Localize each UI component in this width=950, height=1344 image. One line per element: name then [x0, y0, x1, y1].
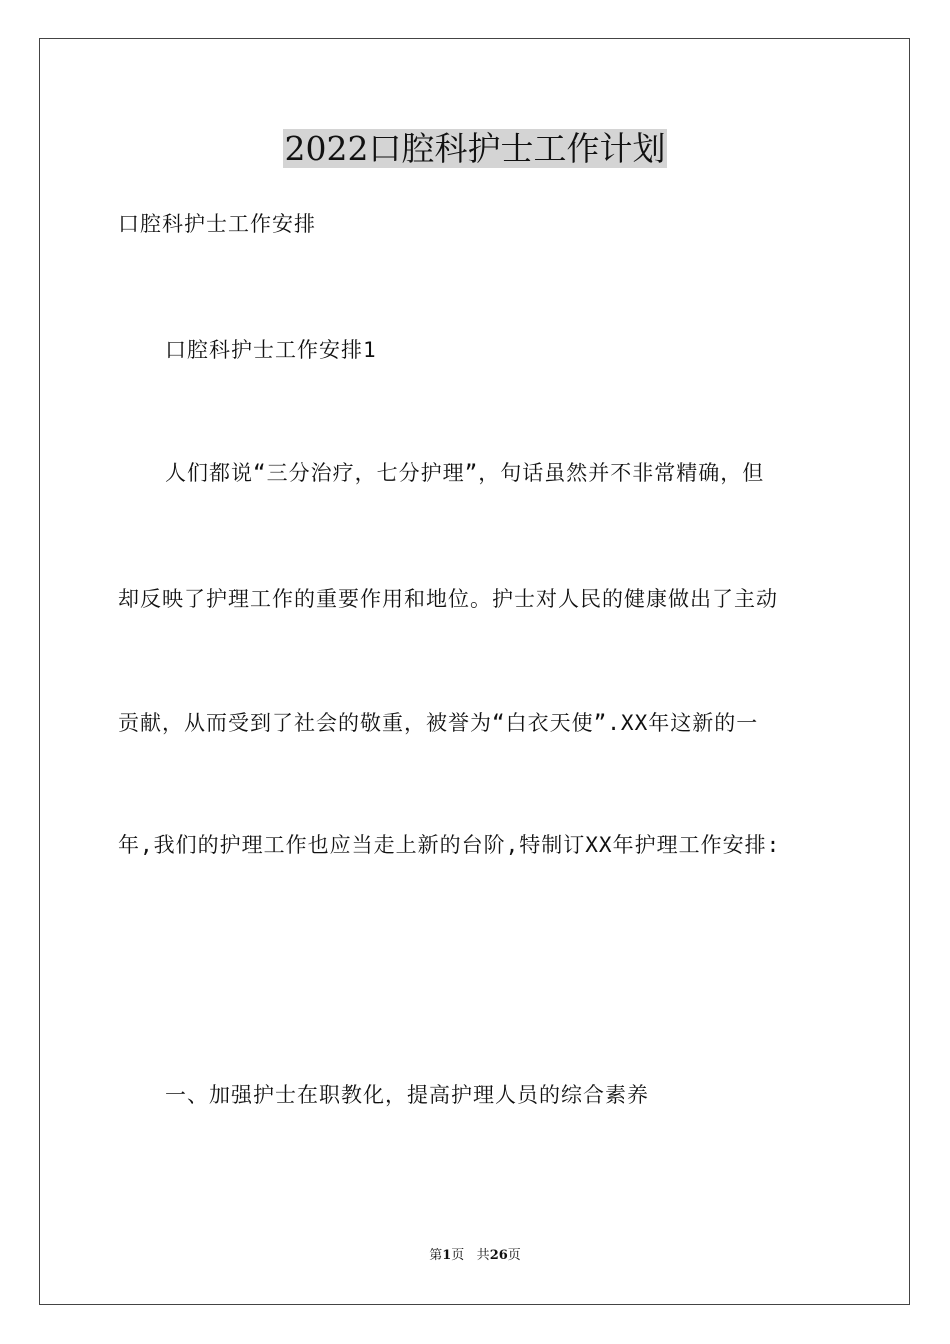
section-heading: 口腔科护士工作安排1 [165, 338, 377, 362]
document-title [0, 126, 950, 172]
page-footer [0, 1247, 950, 1265]
document-title-text: 2022口腔科护士工作计划 [284, 129, 666, 168]
paragraph-line-1: 人们都说“三分治疗，七分护理”，句话虽然并不非常精确，但 [165, 461, 765, 485]
footer-page-prefix: 第 [429, 1248, 443, 1263]
footer-total-prefix: 共 [476, 1248, 490, 1263]
document-subtitle: 口腔科护士工作安排 [118, 212, 316, 236]
footer-total-pages: 26 [489, 1248, 508, 1263]
item-heading: 一、加强护士在职教化，提高护理人员的综合素养 [165, 1083, 649, 1107]
paragraph-line-2: 却反映了护理工作的重要作用和地位。护士对人民的健康做出了主动 [118, 587, 778, 611]
paragraph-line-3: 贡献，从而受到了社会的敬重，被誉为“白衣天使”.XX年这新的一 [118, 711, 759, 735]
footer-total-suffix: 页 [507, 1248, 521, 1263]
paragraph-line-4: 年,我们的护理工作也应当走上新的台阶,特制订XX年护理工作安排: [118, 833, 781, 857]
footer-page-suffix: 页 [451, 1248, 465, 1263]
footer-page-number: 1 [442, 1248, 452, 1263]
